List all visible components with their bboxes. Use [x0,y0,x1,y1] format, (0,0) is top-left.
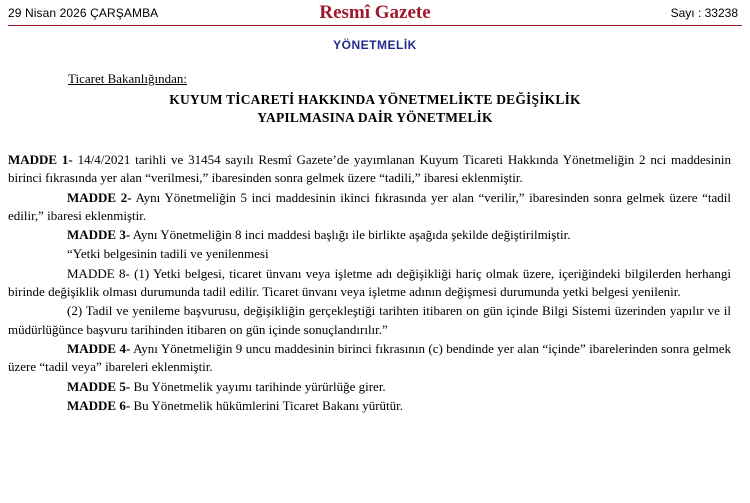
article-5-label: MADDE 5- [67,378,131,394]
article-2 [8,189,731,226]
article-1 [8,151,731,188]
article-5-text: Bu Yönetmelik yayımı tarihinde yürürlüğe girer. [130,378,386,394]
article-3-label: MADDE 3- [67,227,131,243]
article-4-label: MADDE 4- [67,340,131,356]
quoted-article-8: MADDE 8- (1) Yetki belgesi, ticaret ünvanı veya işletme adı değişikliği hariç olmak üzere, içeriğindeki bilgilerden herhangi birinde değişiklik olması durumunda tadil edilir. Ticaret ünvanı veya işletme adının değişmesi durumunda yetki belgesi yenilenir. [8,265,731,300]
gazette-title: Resmî Gazete [319,2,431,23]
article-4-text: Aynı Yönetmeliğin 9 uncu maddesinin birinci fıkrasının (c) bendinde yer alan “içinde” ibarelerinden sonra gelmek üzere “tadil veya” ibareleri eklenmiştir. [8,340,732,375]
issue-number: Sayı : 33238 [670,6,738,20]
article-4 [8,340,731,377]
article-5 [8,378,731,396]
quoted-article-title: “Yetki belgesinin tadili ve yenilenmesi [67,246,269,262]
article-2-label: MADDE 2- [67,189,132,205]
regulation-title-line-2: YAPILMASINA DAİR YÖNETMELİK [257,110,493,125]
quoted-article-8-paragraph-2: (2) Tadil ve yenileme başvurusu, değişikliğin gerçekleştiği tarihten itibaren on gün içinde Bilgi Sistemi üzerinden yapılır ve il müdürlüğünce başvuru tarihinden itibaren on gün içinde sonuçlandırılır.” [8,303,731,337]
regulation-title-line-1: KUYUM TİCARETİ HAKKINDA YÖNETMELİKTE DEĞİŞİKLİK [169,92,581,107]
regulation-title [0,91,750,127]
article-6-text: Bu Yönetmelik hükümlerini Ticaret Bakanı yürütür. [130,397,404,413]
gazette-header [0,0,750,26]
article-1-label: MADDE 1- [8,152,73,167]
article-3-text: Aynı Yönetmeliğin 8 inci maddesi başlığı ile birlikte aşağıda şekilde değiştirilmiştir. [130,227,571,243]
article-1-text: 14/4/2021 tarihli ve 31454 sayılı Resmî Gazete’de yayımlanan Kuyum Ticareti Hakkında Yönetmeliğin 2 nci maddesinin birinci fıkrasında yer alan “verilmesi,” ibaresinden sonra gelmek üzere “tadili,” ibaresi eklenmiştir. [8,152,731,186]
issuing-ministry: Ticaret Bakanlığından: [68,71,188,86]
regulation-body [0,151,750,416]
article-2-text: Aynı Yönetmeliğin 5 inci maddesinin ikinci fıkrasında yer alan “verilir,” ibaresinden sonra gelmek üzere “tadil edilir,” ibaresi eklenmiştir. [8,189,731,223]
header-divider [8,25,742,26]
section-heading: YÖNETMELİK [333,38,417,52]
article-6 [8,397,731,415]
article-3 [8,226,731,244]
issue-date: 29 Nisan 2026 ÇARŞAMBA [8,6,159,20]
article-6-label: MADDE 6- [67,397,131,413]
